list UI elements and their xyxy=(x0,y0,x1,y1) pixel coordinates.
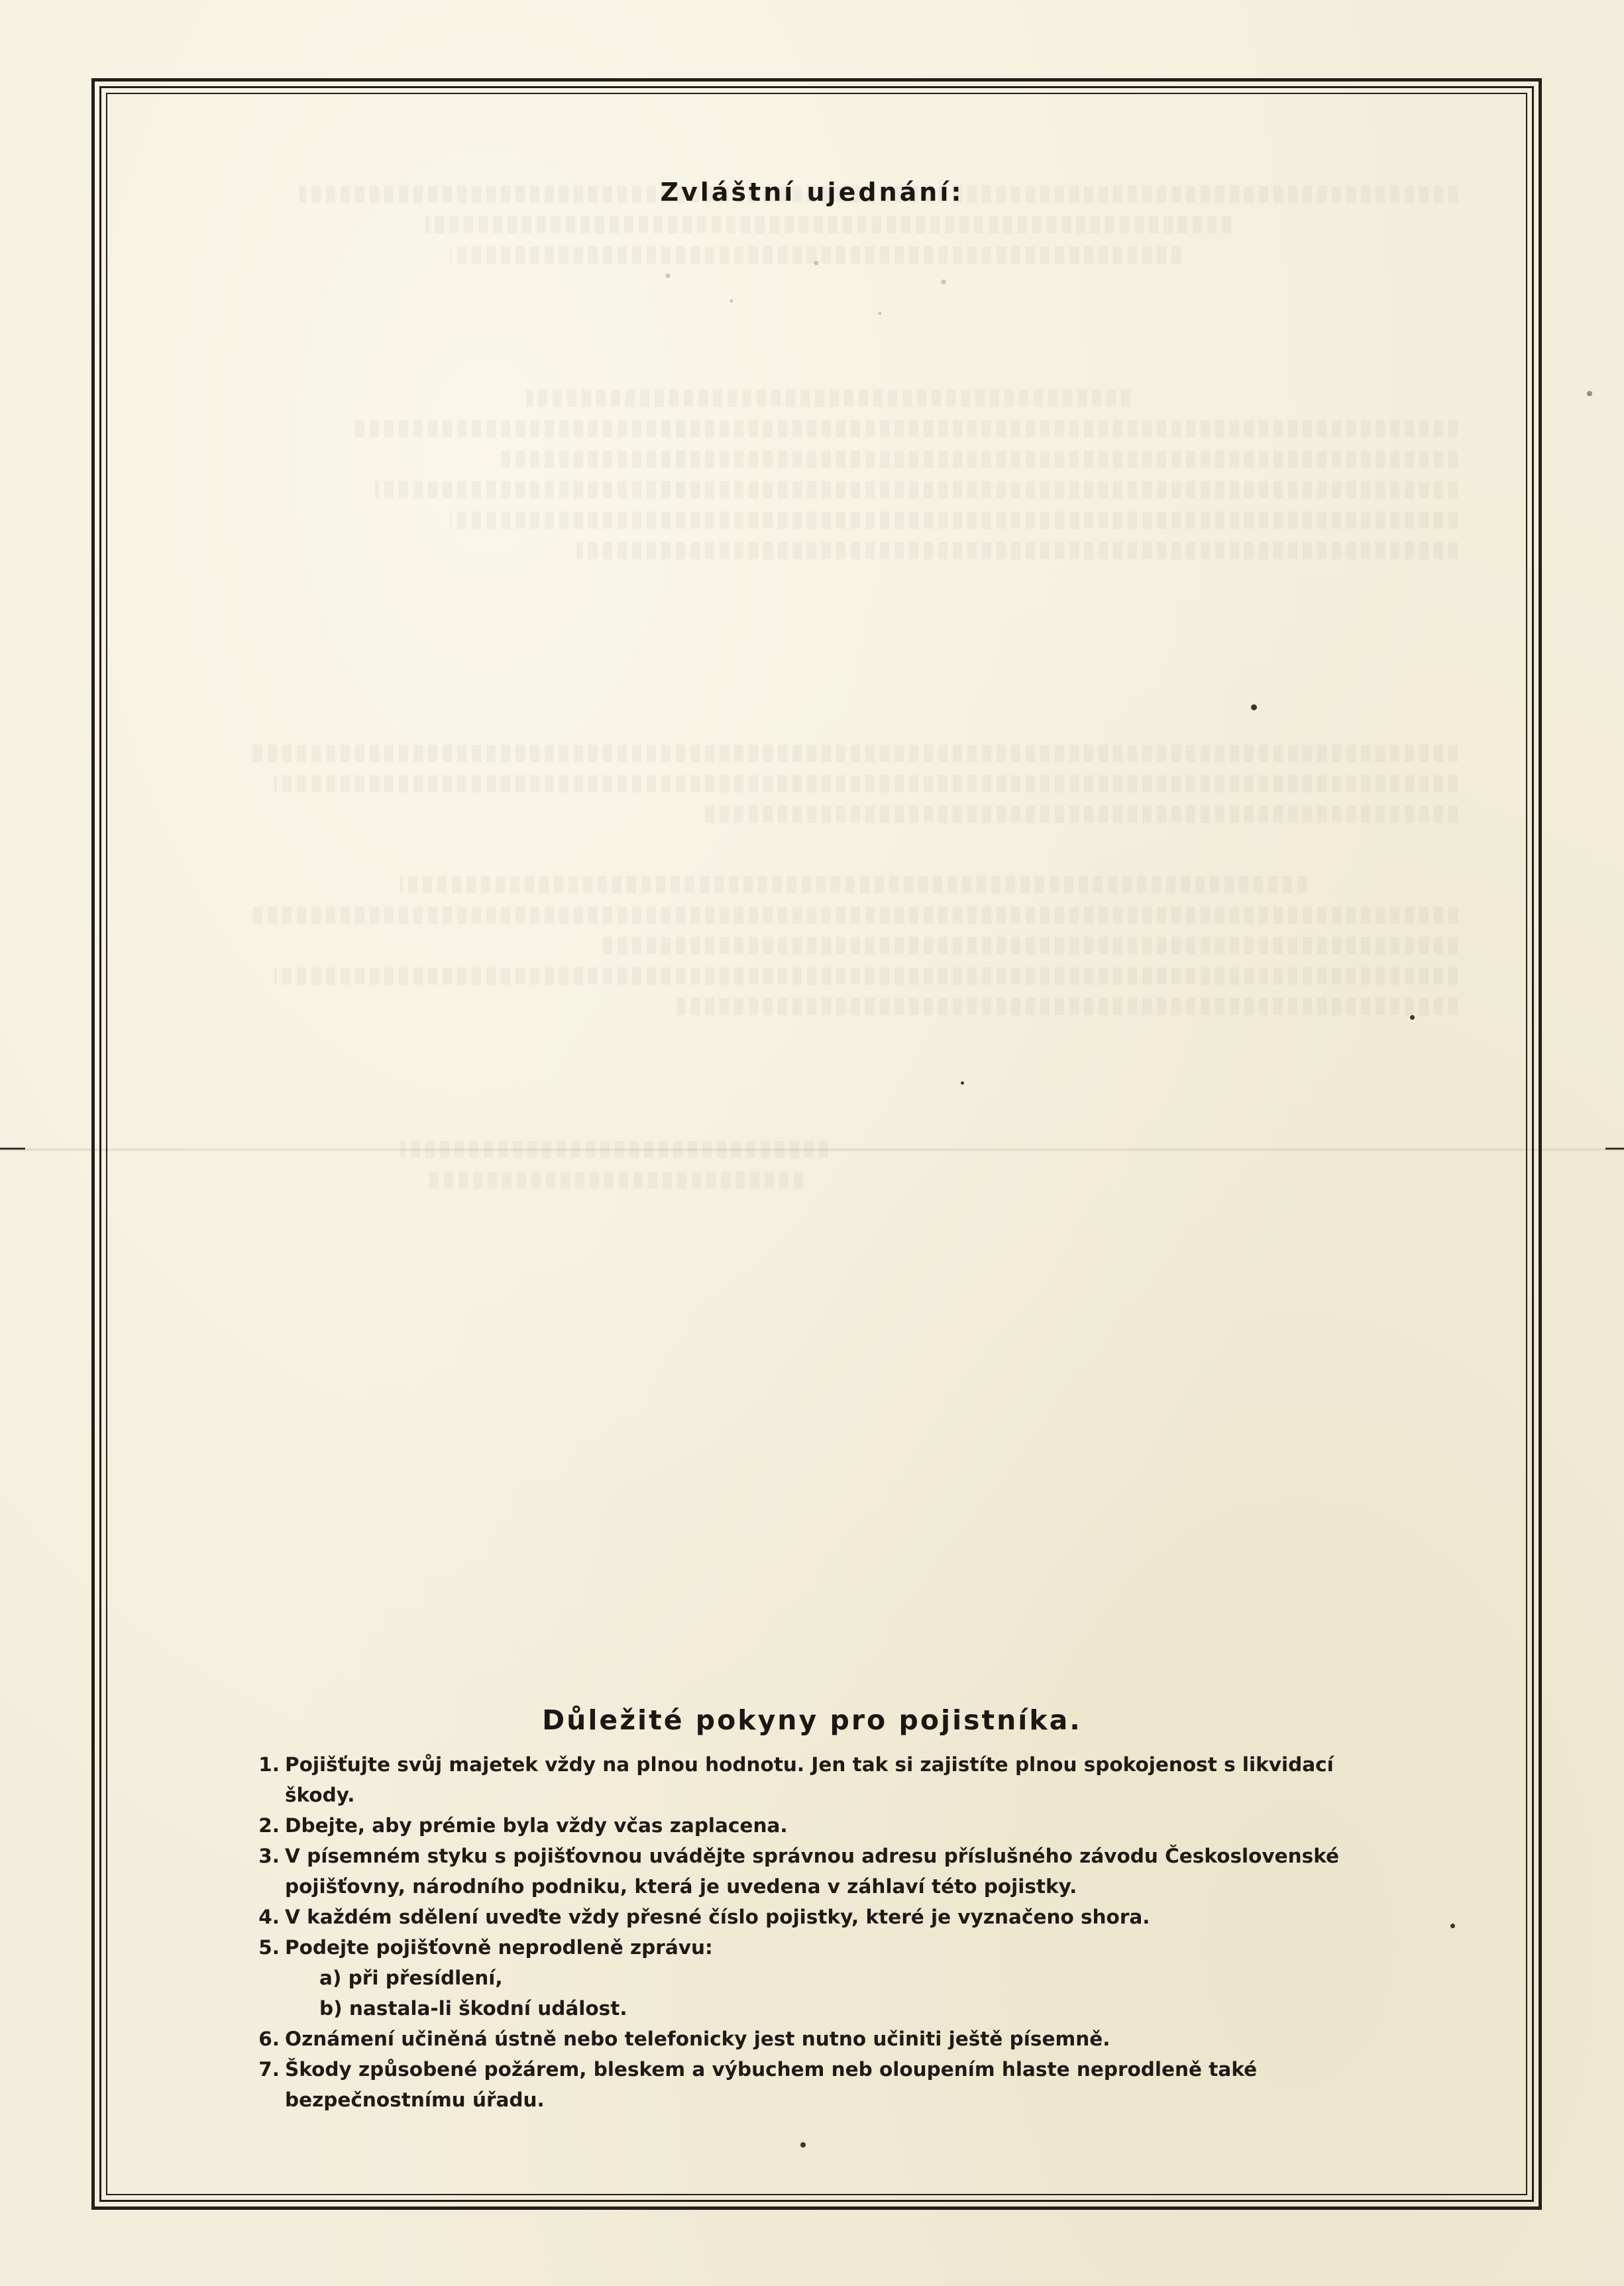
instruction-text: a) při přesídlení, xyxy=(319,1967,503,1989)
instruction-text: V písemném styku s pojišťovnou uvádějte správnou adresu příslušného závodu Československé pojišťovny, národního podniku, která je uvedena v záhlaví této pojistky. xyxy=(285,1845,1340,1898)
instruction-number xyxy=(250,1993,285,2024)
instruction-text: Škody způsobené požárem, bleskem a výbuchem neb oloupením hlaste neprodleně také bezpečnostnímu úřadu. xyxy=(285,2058,1258,2111)
instruction-number: 2. xyxy=(258,1814,280,1837)
instruction-item xyxy=(250,2024,1390,2054)
instruction-text: Dbejte, aby prémie byla vždy včas zaplacena. xyxy=(285,1814,788,1837)
instruction-text: b) nastala-li škodní událost. xyxy=(319,1997,627,2020)
instruction-item xyxy=(250,1810,1390,1841)
instruction-item xyxy=(250,1841,1390,1902)
paper-speck xyxy=(800,2142,806,2148)
instruction-item xyxy=(250,1932,1390,1963)
special-agreement-heading: Zvláštní ujednání: xyxy=(660,178,964,207)
paper-speck xyxy=(1450,1924,1455,1928)
paper-speck xyxy=(1410,1015,1415,1020)
instructions-list xyxy=(250,1749,1390,2115)
instruction-item xyxy=(250,2054,1390,2115)
instruction-number: 5. xyxy=(258,1936,280,1959)
instruction-text: V každém sdělení uveďte vždy přesné číslo pojistky, které je vyznačeno shora. xyxy=(285,1906,1150,1928)
paper-speck xyxy=(961,1081,964,1085)
instructions-heading: Důležité pokyny pro pojistníka. xyxy=(542,1704,1082,1736)
fold-mark-left xyxy=(0,1148,25,1150)
instruction-number: 4. xyxy=(258,1906,280,1928)
instruction-text: Pojišťujte svůj majetek vždy na plnou hodnotu. Jen tak si zajistíte plnou spokojenost s likvidací škody. xyxy=(285,1753,1334,1806)
instruction-subitem xyxy=(250,1963,1390,1993)
fold-mark-right xyxy=(1605,1148,1624,1150)
instruction-number: 6. xyxy=(258,2028,280,2050)
instruction-text: Oznámení učiněná ústně nebo telefonicky jest nutno učiniti ještě písemně. xyxy=(285,2028,1110,2050)
instruction-number: 1. xyxy=(258,1753,280,1776)
paper-speck xyxy=(1251,704,1257,710)
paper-speck xyxy=(1587,391,1592,396)
instruction-text: Podejte pojišťovně neprodleně zprávu: xyxy=(285,1936,713,1959)
instruction-number: 7. xyxy=(258,2058,280,2081)
instruction-number: 3. xyxy=(258,1845,280,1867)
instruction-number xyxy=(250,1963,285,1993)
instruction-subitem xyxy=(250,1993,1390,2024)
instruction-item xyxy=(250,1902,1390,1932)
instruction-item xyxy=(250,1749,1390,1810)
